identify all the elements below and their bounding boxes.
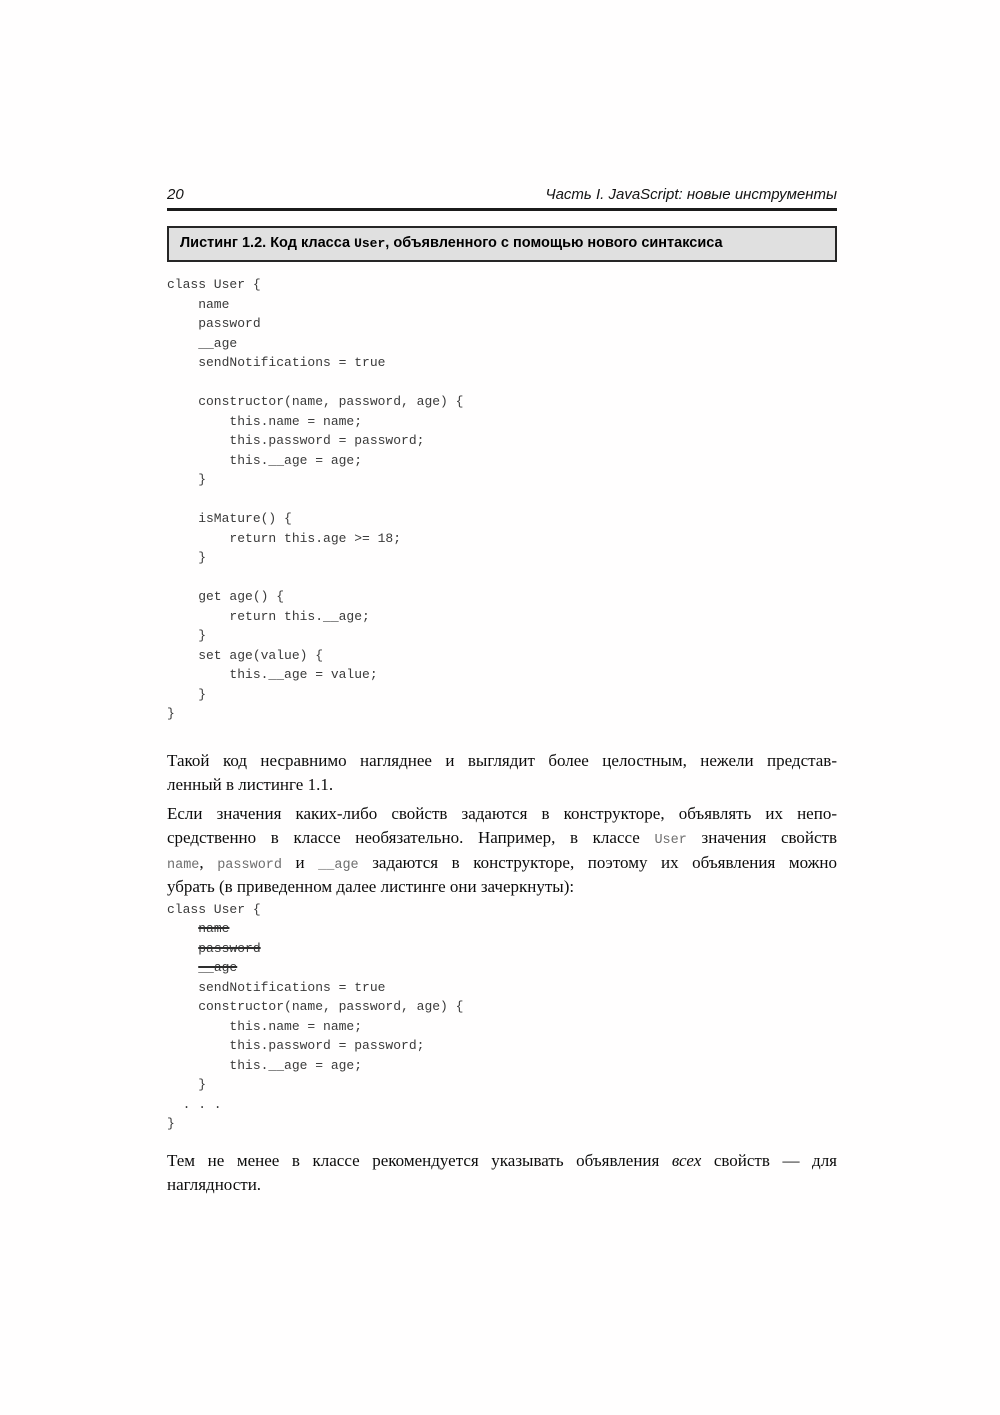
struck-code: name xyxy=(198,921,230,936)
code-line xyxy=(167,1095,837,1115)
text-segment: Листинг 1.2. Код класса xyxy=(180,235,355,251)
code-line xyxy=(167,470,837,490)
text-segment: , объявленного с помощью нового синтаксиса xyxy=(385,235,723,251)
code-line xyxy=(167,978,837,998)
code-line xyxy=(167,626,837,646)
code-line xyxy=(167,900,837,920)
page-number: 20 xyxy=(167,186,184,203)
paragraph-line xyxy=(167,1149,837,1174)
paragraph-line xyxy=(167,1173,837,1198)
code-line xyxy=(167,314,837,334)
listing-caption-title xyxy=(180,234,824,253)
text-segment: get age() { xyxy=(167,589,285,604)
text-segment: constructor(name, password, age) { xyxy=(167,394,464,409)
text-segment: убрать (в приведенном далее листинге они зачеркнуты): xyxy=(167,877,575,896)
code-line xyxy=(167,509,837,529)
text-segment: Такой код несравнимо нагляднее и выглядит более целостным, нежели представ- xyxy=(167,750,837,770)
text-segment: задаются в конструкторе, поэтому их объявления можно xyxy=(358,852,837,872)
text-segment: , xyxy=(199,852,218,872)
italic-text: всех xyxy=(671,1150,702,1170)
text-segment: __age xyxy=(167,335,238,351)
page-content xyxy=(167,0,837,1198)
code-line xyxy=(167,587,837,607)
paragraph-line xyxy=(167,851,837,876)
code-listing-2 xyxy=(167,900,837,1134)
code-line xyxy=(167,1036,837,1056)
code-line xyxy=(167,607,837,627)
text-segment: constructor(name, password, age) { xyxy=(167,999,464,1014)
code-line xyxy=(167,548,837,568)
text-segment: sendNotifications = true xyxy=(167,355,386,370)
text-segment xyxy=(167,941,198,956)
text-segment: и xyxy=(282,852,319,872)
text-segment: this.password = password; xyxy=(167,433,425,448)
text-segment: наглядности. xyxy=(167,1175,262,1194)
code-line xyxy=(167,275,837,295)
code-line xyxy=(167,1114,837,1134)
text-segment: } xyxy=(167,1077,207,1092)
text-segment: set age(value) { xyxy=(167,647,324,663)
code-line xyxy=(167,919,837,939)
inline-code: User xyxy=(354,236,386,251)
struck-code: __age xyxy=(198,960,238,975)
code-line xyxy=(167,1075,837,1095)
code-line xyxy=(167,431,837,451)
text-segment: свойств — для xyxy=(701,1150,837,1170)
paragraph-line xyxy=(167,749,837,774)
paragraph-line xyxy=(167,773,837,798)
text-segment: this.name = name; xyxy=(167,413,363,429)
listing-caption-box xyxy=(167,226,837,262)
code-line xyxy=(167,373,837,393)
inline-code: password xyxy=(217,857,282,873)
text-segment: this.__age = value; xyxy=(167,667,378,682)
text-segment: class User { xyxy=(167,277,261,292)
text-segment: sendNotifications = true xyxy=(167,979,386,995)
code-listing-1 xyxy=(167,275,837,724)
code-line xyxy=(167,490,837,510)
text-segment: this.name = name; xyxy=(167,1018,363,1034)
text-segment: this.__age = age; xyxy=(167,1057,363,1073)
text-segment: средственно в классе необязательно. Например, в классе xyxy=(167,828,655,847)
inline-code: User xyxy=(654,833,687,848)
text-segment: class User { xyxy=(167,901,261,917)
page-header xyxy=(167,186,837,211)
code-line xyxy=(167,1056,837,1076)
text-segment: return this.__age; xyxy=(167,608,370,624)
paragraph-2 xyxy=(167,802,837,900)
paragraph-1 xyxy=(167,749,837,798)
text-segment: return this.age >= 18; xyxy=(167,530,402,546)
code-line xyxy=(167,295,837,315)
text-segment: } xyxy=(167,628,207,643)
text-segment: name xyxy=(167,296,230,312)
code-line xyxy=(167,1017,837,1037)
inline-code: name xyxy=(167,857,200,873)
code-line xyxy=(167,392,837,412)
code-line xyxy=(167,353,837,373)
text-segment: this.__age = age; xyxy=(167,452,363,468)
paragraph-line xyxy=(167,875,837,900)
code-line xyxy=(167,529,837,549)
paragraph-line xyxy=(167,802,837,827)
text-segment xyxy=(167,960,198,975)
text-segment: } xyxy=(167,1116,175,1131)
code-line xyxy=(167,665,837,685)
code-line xyxy=(167,646,837,666)
text-segment: . . . xyxy=(167,1096,222,1112)
text-segment: ленный в листинге 1.1. xyxy=(167,775,334,794)
text-segment: значения свойств xyxy=(686,828,838,847)
text-segment: this.password = password; xyxy=(167,1038,425,1053)
text-segment: Если значения каких-либо свойств задаются в конструкторе, объявлять их непо- xyxy=(167,803,837,823)
text-segment xyxy=(167,921,198,936)
code-line xyxy=(167,685,837,705)
code-line xyxy=(167,997,837,1017)
text-segment: isMature() { xyxy=(167,511,292,526)
text-segment: Тем не менее в классе рекомендуется указывать объявления xyxy=(167,1150,672,1170)
code-line xyxy=(167,704,837,724)
struck-code: password xyxy=(198,940,261,956)
code-line xyxy=(167,939,837,959)
code-line xyxy=(167,334,837,354)
paragraph-3 xyxy=(167,1149,837,1198)
text-segment: } xyxy=(167,472,207,487)
text-segment: password xyxy=(167,316,261,331)
text-segment: } xyxy=(167,686,207,702)
inline-code: __age xyxy=(318,857,359,873)
paragraph-line xyxy=(167,826,837,851)
text-segment: } xyxy=(167,706,175,721)
text-segment: } xyxy=(167,550,207,565)
code-line xyxy=(167,958,837,978)
code-line xyxy=(167,451,837,471)
code-line xyxy=(167,412,837,432)
listing-title-line xyxy=(180,234,824,253)
running-title: Часть I. JavaScript: новые инструменты xyxy=(545,186,837,203)
code-line xyxy=(167,568,837,588)
